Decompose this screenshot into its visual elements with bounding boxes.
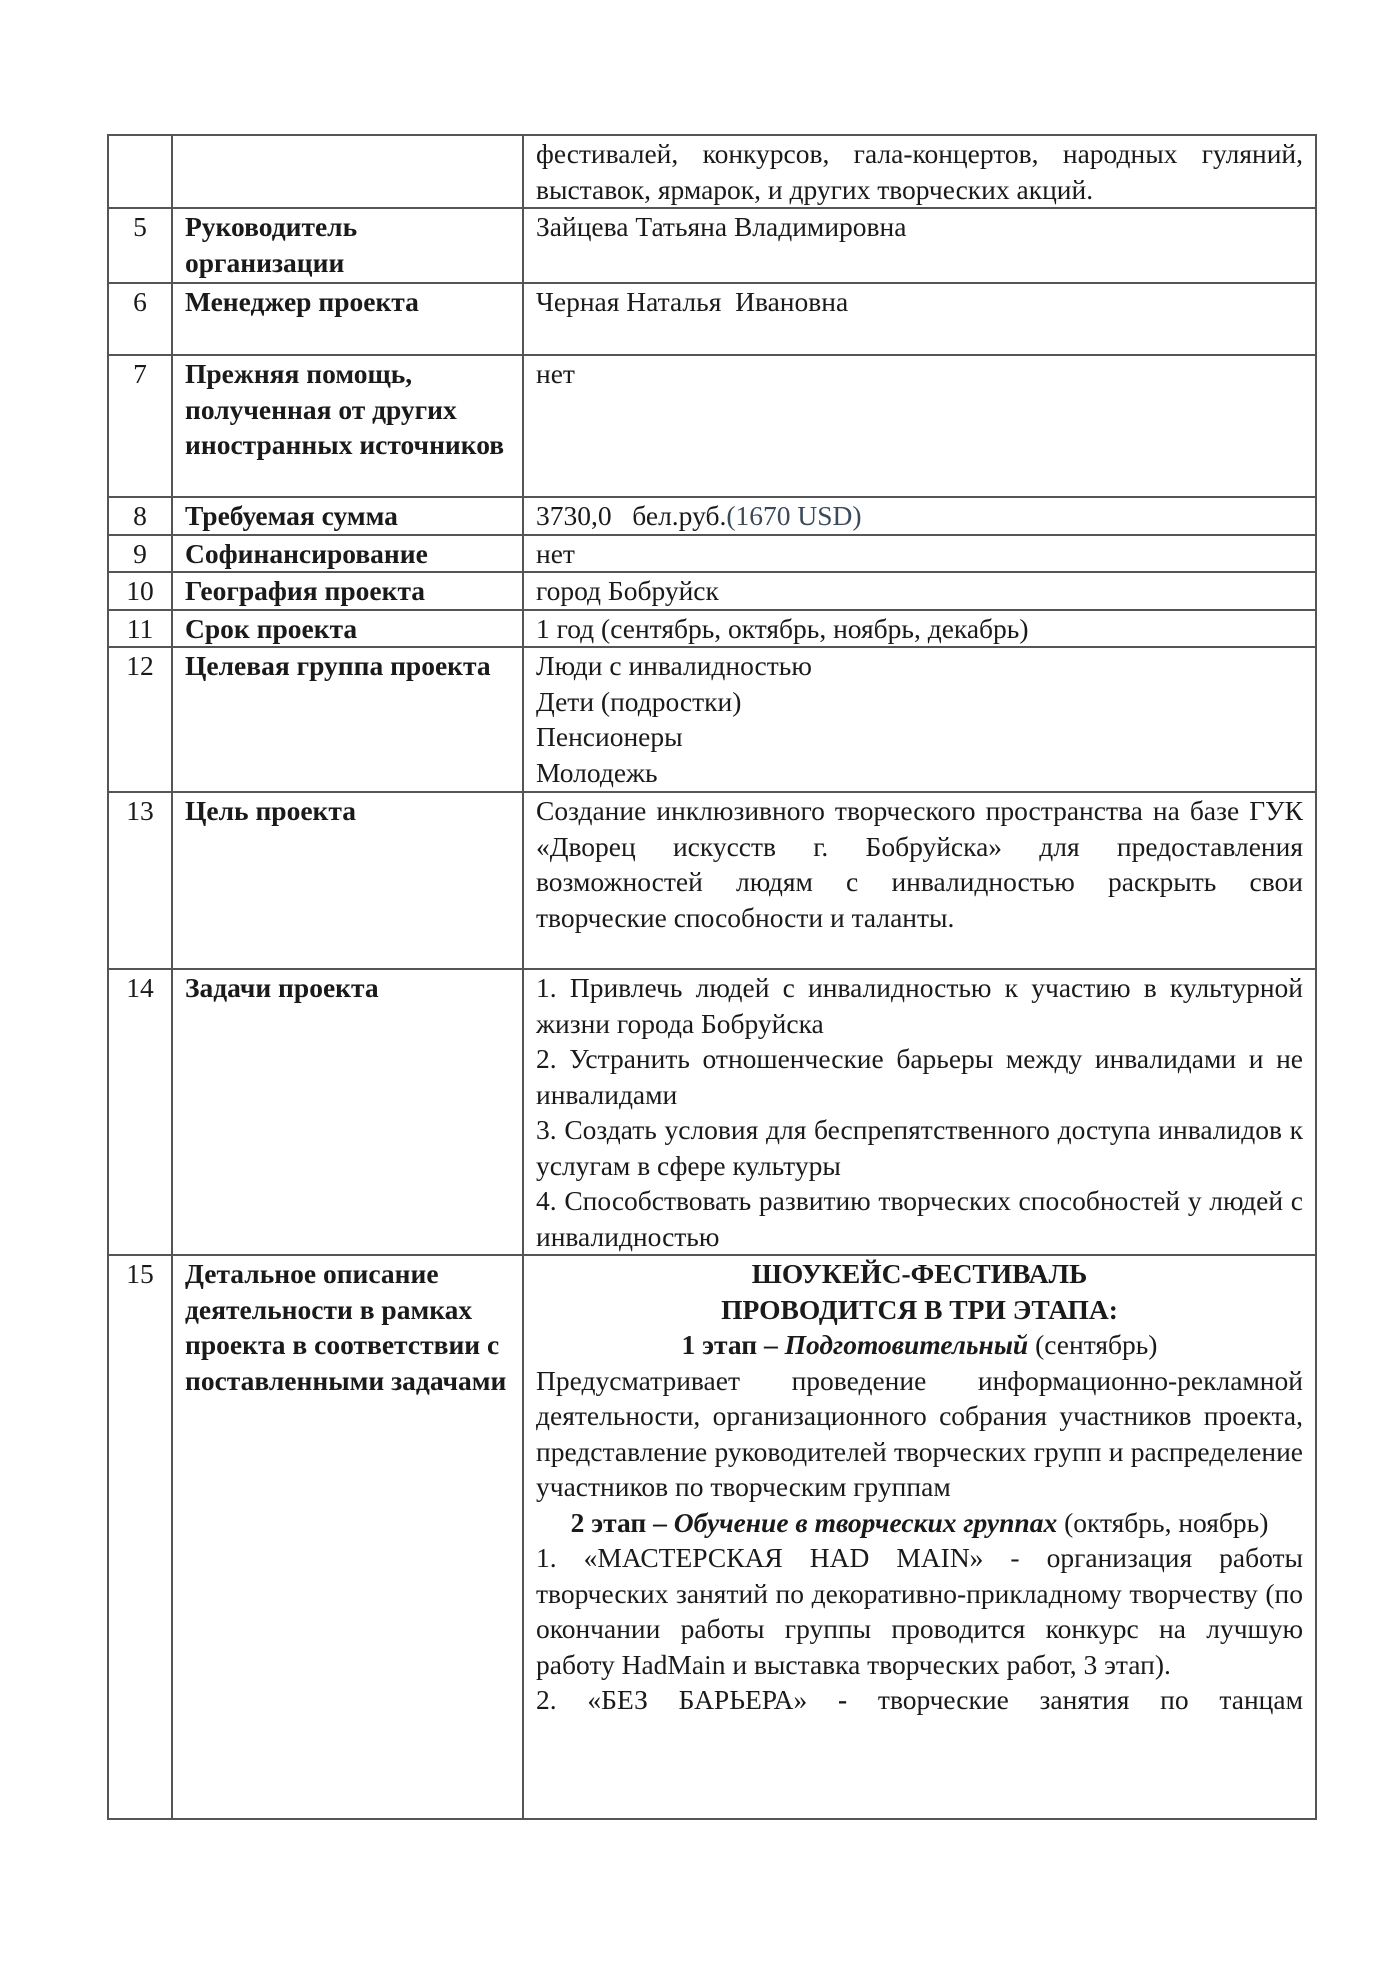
table-row: [108, 572, 1316, 610]
row-value: Создание инклюзивного творческого пространства на базе ГУК «Дворец искусств г. Бобруйска» для предоставления возможностей людям с инвалидностью раскрыть свои творческие способности и таланты.: [523, 792, 1316, 969]
continuation-text: фестивалей, конкурсов, гала-концертов, народных гуляний, выставок, ярмарок, и других творческих акций.: [536, 138, 1303, 205]
amount-usd: (1670 USD): [726, 500, 862, 531]
target-group-item: Пенсионеры: [536, 721, 683, 752]
task-item: 2. Устранить отношенческие барьеры между инвалидами и не инвалидами: [536, 1043, 1303, 1110]
table-row: [108, 135, 1316, 208]
project-info-table: [107, 134, 1317, 1820]
stage-1-description: Предусматривает проведение информационно-рекламной деятельности, организационного собрания участников проекта, представление руководителей творческих групп и распределение участников по творческим группам: [536, 1364, 1303, 1502]
document-page: [107, 134, 1317, 1820]
task-item: 4. Способствовать развитию творческих способностей у людей с инвалидностью: [536, 1185, 1303, 1252]
target-group-item: Молодежь: [536, 756, 658, 788]
row-value: [523, 969, 1316, 1255]
stage-2-period: (октябрь, ноябрь): [1057, 1506, 1269, 1538]
row-label: География проекта: [172, 572, 523, 610]
row-label: Прежняя помощь, полученная от других иностранных источников: [172, 355, 523, 497]
row-number: 6: [108, 283, 172, 355]
table-row: [108, 535, 1316, 573]
workshop-item-2-dash: -: [837, 1684, 848, 1715]
row-label: Целевая группа проекта: [172, 647, 523, 792]
table-row: [108, 208, 1316, 283]
row-label: Требуемая сумма: [172, 497, 523, 535]
row-number: 11: [108, 610, 172, 648]
row-number: 8: [108, 497, 172, 535]
row-value: [523, 647, 1316, 792]
row-value-cell: [523, 135, 1316, 208]
table-row: [108, 610, 1316, 648]
table-row: [108, 283, 1316, 355]
row-label: Срок проекта: [172, 610, 523, 648]
row-number: 13: [108, 792, 172, 969]
row-label: Детальное описание деятельности в рамках проекта в соответствии с поставленными задачами: [172, 1255, 523, 1819]
workshop-item-2-text: творческие занятия по танцам: [847, 1684, 1303, 1715]
workshop-item-2-title: 2. «БЕЗ БАРЬЕРА»: [536, 1684, 838, 1715]
table-row: [108, 969, 1316, 1255]
table-row: [108, 1255, 1316, 1819]
stage-2-title: [536, 1505, 1303, 1541]
stage-1-period: (сентябрь): [1028, 1329, 1158, 1360]
festival-subheading: ПРОВОДИТСЯ В ТРИ ЭТАПА:: [721, 1293, 1118, 1325]
row-label: Руководитель организации: [172, 208, 523, 283]
stage-1-title: [536, 1327, 1303, 1363]
task-item: 1. Привлечь людей с инвалидностью к участию в культурной жизни города Бобруйска: [536, 972, 1303, 1039]
row-label: Софинансирование: [172, 535, 523, 573]
table-row: [108, 647, 1316, 792]
row-number: 9: [108, 535, 172, 573]
row-label: Цель проекта: [172, 792, 523, 969]
row-number: 5: [108, 208, 172, 283]
row-value: Черная Наталья Ивановна: [523, 283, 1316, 355]
row-value: нет: [523, 535, 1316, 573]
workshop-item-1: 1. «МАСТЕРСКАЯ HAD MAIN» - организация работы творческих занятий по декоративно-прикладному творчеству (по окончании работы группы проводится конкурс на лучшую работу HadMain и выставка творческих работ, 3 этап).: [536, 1542, 1303, 1680]
row-label: Менеджер проекта: [172, 283, 523, 355]
stage-1-prefix: 1 этап –: [681, 1329, 785, 1360]
table-row: [108, 497, 1316, 535]
festival-heading: ШОУКЕЙС-ФЕСТИВАЛЬ: [751, 1258, 1088, 1289]
row-label: Задачи проекта: [172, 969, 523, 1255]
row-number: 10: [108, 572, 172, 610]
row-value: [523, 497, 1316, 535]
stage-2-name: Обучение в творческих группах: [673, 1506, 1058, 1538]
target-group-item: Дети (подростки): [536, 685, 742, 717]
workshop-item-2: [536, 1682, 1303, 1718]
row-value: город Бобруйск: [523, 572, 1316, 610]
row-number: 15: [108, 1255, 172, 1819]
row-number: 14: [108, 969, 172, 1255]
row-number-cell: [108, 135, 172, 208]
stage-1-name: Подготовительный: [784, 1329, 1029, 1360]
row-value: [523, 1255, 1316, 1819]
target-group-item: Люди с инвалидностью: [536, 650, 812, 681]
row-value: Зайцева Татьяна Владимировна: [523, 208, 1316, 283]
row-label-cell: [172, 135, 523, 208]
row-number: 12: [108, 647, 172, 792]
row-value: 1 год (сентябрь, октябрь, ноябрь, декабрь): [523, 610, 1316, 648]
row-value: нет: [523, 355, 1316, 497]
stage-2-prefix: 2 этап –: [570, 1506, 674, 1538]
task-item: 3. Создать условия для беспрепятственного доступа инвалидов к услугам в сфере культуры: [536, 1114, 1303, 1181]
table-row: [108, 355, 1316, 497]
row-number: 7: [108, 355, 172, 497]
amount-byn: 3730,0 бел.руб.: [536, 500, 727, 531]
table-row: [108, 792, 1316, 969]
